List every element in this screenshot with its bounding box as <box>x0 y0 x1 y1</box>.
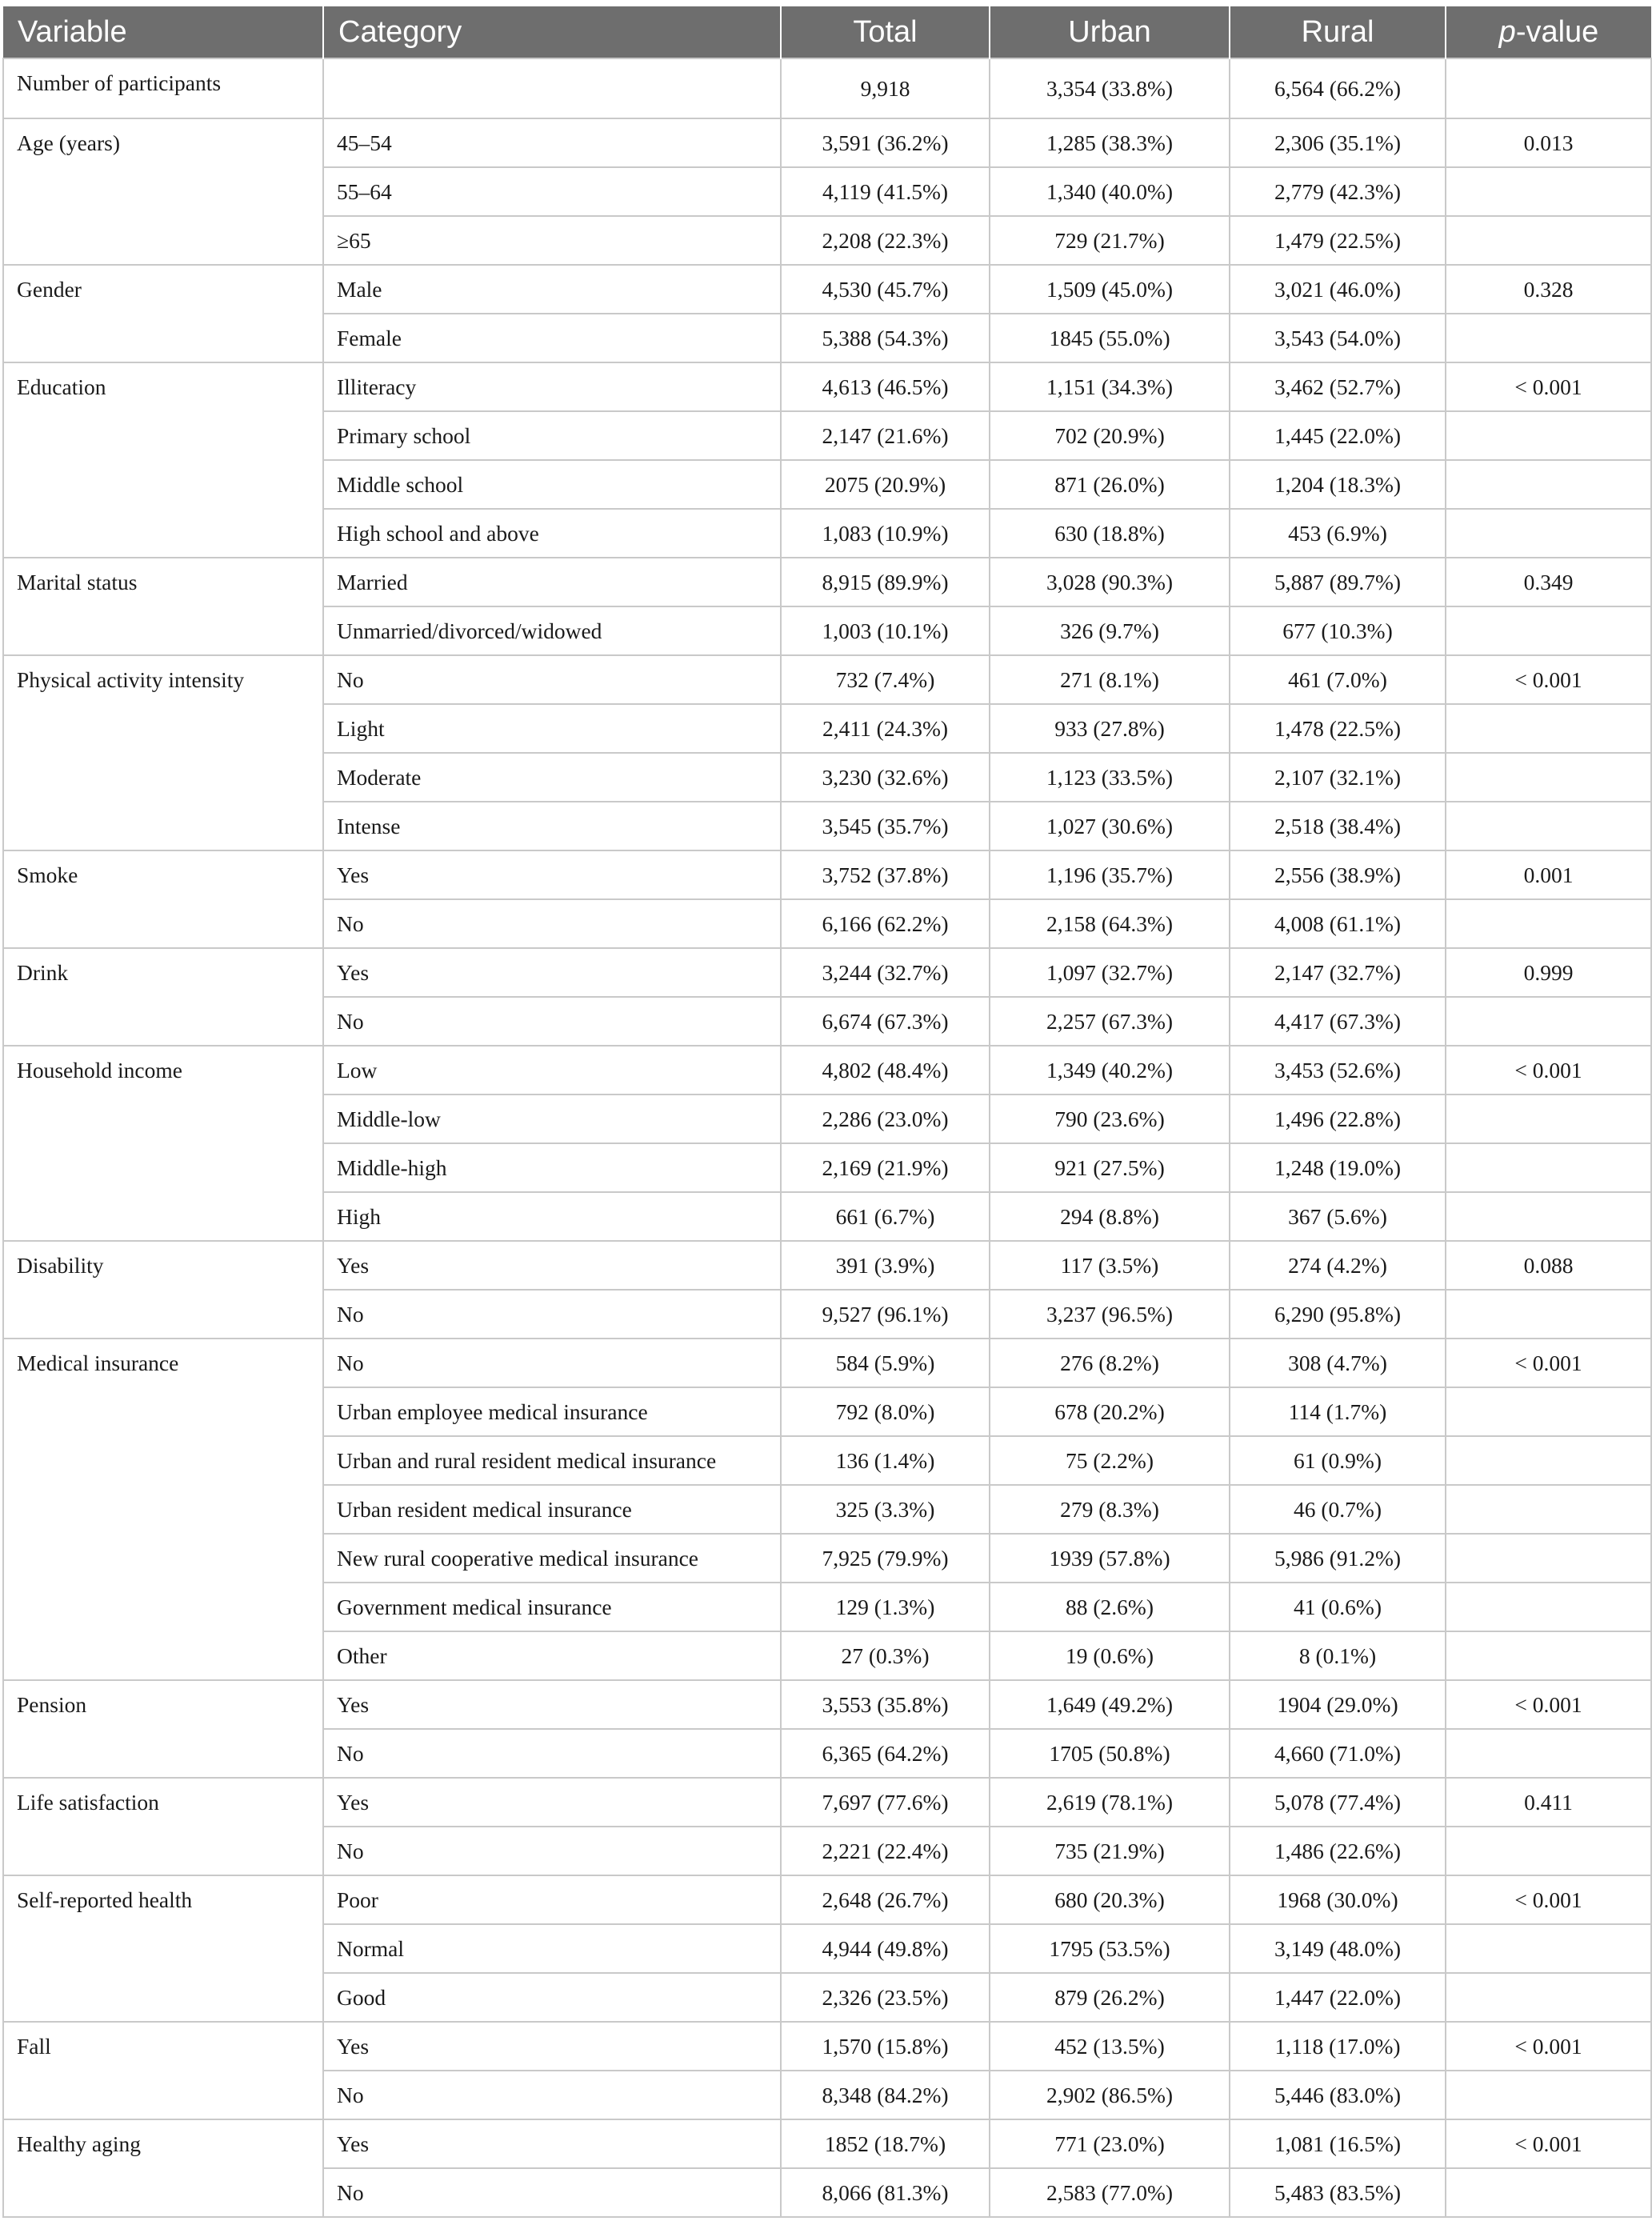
category-cell <box>323 58 781 118</box>
p-value-cell <box>1446 216 1651 265</box>
total-cell: 4,530 (45.7%) <box>781 265 990 314</box>
table-row <box>3 1680 1651 1729</box>
category-cell: Middle-low <box>323 1094 781 1143</box>
variable-cell: Marital status <box>3 558 323 655</box>
category-cell: No <box>323 1339 781 1387</box>
total-cell: 2,169 (21.9%) <box>781 1143 990 1192</box>
urban-cell: 1,123 (33.5%) <box>990 753 1230 802</box>
urban-cell: 2,902 (86.5%) <box>990 2071 1230 2119</box>
urban-cell: 88 (2.6%) <box>990 1583 1230 1631</box>
urban-cell: 735 (21.9%) <box>990 1827 1230 1875</box>
total-cell: 5,388 (54.3%) <box>781 314 990 362</box>
variable-cell: Medical insurance <box>3 1339 323 1680</box>
total-cell: 2,326 (23.5%) <box>781 1973 990 2022</box>
urban-cell: 1705 (50.8%) <box>990 1729 1230 1778</box>
total-cell: 6,674 (67.3%) <box>781 997 990 1046</box>
variable-cell: Disability <box>3 1241 323 1339</box>
total-cell: 2,208 (22.3%) <box>781 216 990 265</box>
category-cell: Female <box>323 314 781 362</box>
total-cell: 3,545 (35.7%) <box>781 802 990 850</box>
total-cell: 325 (3.3%) <box>781 1485 990 1534</box>
category-cell: No <box>323 997 781 1046</box>
urban-cell: 452 (13.5%) <box>990 2022 1230 2071</box>
table-row <box>3 1046 1651 1094</box>
total-cell: 584 (5.9%) <box>781 1339 990 1387</box>
p-value-cell <box>1446 1729 1651 1778</box>
p-value-cell: < 0.001 <box>1446 1046 1651 1094</box>
total-cell: 1,003 (10.1%) <box>781 606 990 655</box>
p-value-cell: 0.088 <box>1446 1241 1651 1290</box>
table-row <box>3 655 1651 704</box>
urban-cell: 1939 (57.8%) <box>990 1534 1230 1583</box>
rural-cell: 4,417 (67.3%) <box>1230 997 1446 1046</box>
category-cell: Yes <box>323 2119 781 2168</box>
rural-cell: 2,306 (35.1%) <box>1230 118 1446 167</box>
rural-cell: 5,887 (89.7%) <box>1230 558 1446 606</box>
rural-cell: 367 (5.6%) <box>1230 1192 1446 1241</box>
total-cell: 3,230 (32.6%) <box>781 753 990 802</box>
p-value-cell <box>1446 899 1651 948</box>
total-cell: 2,147 (21.6%) <box>781 411 990 460</box>
total-cell: 4,613 (46.5%) <box>781 362 990 411</box>
total-cell: 661 (6.7%) <box>781 1192 990 1241</box>
p-value-cell <box>1446 1436 1651 1485</box>
header-total: Total <box>781 6 990 58</box>
category-cell: Middle-high <box>323 1143 781 1192</box>
rural-cell: 1904 (29.0%) <box>1230 1680 1446 1729</box>
urban-cell: 1,340 (40.0%) <box>990 167 1230 216</box>
rural-cell: 2,518 (38.4%) <box>1230 802 1446 850</box>
urban-cell: 1,196 (35.7%) <box>990 850 1230 899</box>
total-cell: 732 (7.4%) <box>781 655 990 704</box>
p-value-cell <box>1446 1924 1651 1973</box>
header-p-rest: -value <box>1515 14 1599 49</box>
rural-cell: 8 (0.1%) <box>1230 1631 1446 1680</box>
p-value-cell <box>1446 1143 1651 1192</box>
table-row <box>3 1241 1651 1290</box>
rural-cell: 3,149 (48.0%) <box>1230 1924 1446 1973</box>
table-body <box>3 58 1651 2217</box>
urban-cell: 678 (20.2%) <box>990 1387 1230 1436</box>
urban-cell: 271 (8.1%) <box>990 655 1230 704</box>
table-row <box>3 118 1651 167</box>
variable-cell: Household income <box>3 1046 323 1241</box>
rural-cell: 1,479 (22.5%) <box>1230 216 1446 265</box>
p-value-cell <box>1446 167 1651 216</box>
table-header <box>3 6 1651 58</box>
rural-cell: 2,556 (38.9%) <box>1230 850 1446 899</box>
total-cell: 1,083 (10.9%) <box>781 509 990 558</box>
p-value-cell <box>1446 2071 1651 2119</box>
p-value-cell: < 0.001 <box>1446 1339 1651 1387</box>
p-value-cell <box>1446 1192 1651 1241</box>
total-cell: 3,553 (35.8%) <box>781 1680 990 1729</box>
urban-cell: 279 (8.3%) <box>990 1485 1230 1534</box>
category-cell: Yes <box>323 1680 781 1729</box>
p-value-cell <box>1446 460 1651 509</box>
category-cell: No <box>323 1827 781 1875</box>
total-cell: 7,697 (77.6%) <box>781 1778 990 1827</box>
table-row <box>3 850 1651 899</box>
urban-cell: 933 (27.8%) <box>990 704 1230 753</box>
category-cell: Urban resident medical insurance <box>323 1485 781 1534</box>
p-value-cell <box>1446 1485 1651 1534</box>
category-cell: Moderate <box>323 753 781 802</box>
rural-cell: 1,445 (22.0%) <box>1230 411 1446 460</box>
urban-cell: 921 (27.5%) <box>990 1143 1230 1192</box>
urban-cell: 276 (8.2%) <box>990 1339 1230 1387</box>
category-cell: No <box>323 1290 781 1339</box>
rural-cell: 4,660 (71.0%) <box>1230 1729 1446 1778</box>
table-container <box>2 6 1650 2218</box>
category-cell: Middle school <box>323 460 781 509</box>
rural-cell: 2,779 (42.3%) <box>1230 167 1446 216</box>
category-cell: Government medical insurance <box>323 1583 781 1631</box>
category-cell: Yes <box>323 948 781 997</box>
p-value-cell <box>1446 1387 1651 1436</box>
urban-cell: 729 (21.7%) <box>990 216 1230 265</box>
total-cell: 136 (1.4%) <box>781 1436 990 1485</box>
rural-cell: 2,147 (32.7%) <box>1230 948 1446 997</box>
rural-cell: 1,248 (19.0%) <box>1230 1143 1446 1192</box>
rural-cell: 1,486 (22.6%) <box>1230 1827 1446 1875</box>
category-cell: Illiteracy <box>323 362 781 411</box>
urban-cell: 2,257 (67.3%) <box>990 997 1230 1046</box>
rural-cell: 3,543 (54.0%) <box>1230 314 1446 362</box>
header-p-italic: p <box>1498 14 1516 49</box>
variable-cell: Education <box>3 362 323 558</box>
p-value-cell <box>1446 753 1651 802</box>
category-cell: Intense <box>323 802 781 850</box>
table-row <box>3 58 1651 118</box>
total-cell: 792 (8.0%) <box>781 1387 990 1436</box>
category-cell: Low <box>323 1046 781 1094</box>
table-row <box>3 265 1651 314</box>
table-row <box>3 2119 1651 2168</box>
p-value-cell: < 0.001 <box>1446 1875 1651 1924</box>
variable-cell: Gender <box>3 265 323 362</box>
table-row <box>3 558 1651 606</box>
table-row <box>3 2022 1651 2071</box>
total-cell: 3,752 (37.8%) <box>781 850 990 899</box>
variable-cell: Physical activity intensity <box>3 655 323 850</box>
p-value-cell: < 0.001 <box>1446 2022 1651 2071</box>
category-cell: Yes <box>323 850 781 899</box>
total-cell: 2,221 (22.4%) <box>781 1827 990 1875</box>
category-cell: Yes <box>323 2022 781 2071</box>
rural-cell: 6,290 (95.8%) <box>1230 1290 1446 1339</box>
category-cell: Other <box>323 1631 781 1680</box>
header-category: Category <box>323 6 781 58</box>
rural-cell: 3,021 (46.0%) <box>1230 265 1446 314</box>
total-cell: 7,925 (79.9%) <box>781 1534 990 1583</box>
total-cell: 3,591 (36.2%) <box>781 118 990 167</box>
total-cell: 8,915 (89.9%) <box>781 558 990 606</box>
urban-cell: 1845 (55.0%) <box>990 314 1230 362</box>
variable-cell: Fall <box>3 2022 323 2119</box>
header-p-value <box>1446 6 1651 58</box>
variable-cell: Number of participants <box>3 58 323 118</box>
urban-cell: 2,619 (78.1%) <box>990 1778 1230 1827</box>
rural-cell: 308 (4.7%) <box>1230 1339 1446 1387</box>
category-cell: Normal <box>323 1924 781 1973</box>
p-value-cell <box>1446 509 1651 558</box>
p-value-cell <box>1446 58 1651 118</box>
table-row <box>3 1778 1651 1827</box>
p-value-cell <box>1446 1583 1651 1631</box>
table-row <box>3 1875 1651 1924</box>
header-rural: Rural <box>1230 6 1446 58</box>
total-cell: 6,365 (64.2%) <box>781 1729 990 1778</box>
total-cell: 391 (3.9%) <box>781 1241 990 1290</box>
category-cell: Good <box>323 1973 781 2022</box>
p-value-cell: < 0.001 <box>1446 1680 1651 1729</box>
p-value-cell <box>1446 1827 1651 1875</box>
category-cell: Yes <box>323 1778 781 1827</box>
p-value-cell <box>1446 314 1651 362</box>
rural-cell: 1,496 (22.8%) <box>1230 1094 1446 1143</box>
variable-cell: Drink <box>3 948 323 1046</box>
total-cell: 8,066 (81.3%) <box>781 2168 990 2217</box>
p-value-cell: 0.349 <box>1446 558 1651 606</box>
rural-cell: 6,564 (66.2%) <box>1230 58 1446 118</box>
urban-cell: 871 (26.0%) <box>990 460 1230 509</box>
category-cell: No <box>323 1729 781 1778</box>
category-cell: High <box>323 1192 781 1241</box>
urban-cell: 1,097 (32.7%) <box>990 948 1230 997</box>
p-value-cell: < 0.001 <box>1446 655 1651 704</box>
p-value-cell <box>1446 1534 1651 1583</box>
urban-cell: 2,583 (77.0%) <box>990 2168 1230 2217</box>
category-cell: New rural cooperative medical insurance <box>323 1534 781 1583</box>
urban-cell: 326 (9.7%) <box>990 606 1230 655</box>
rural-cell: 114 (1.7%) <box>1230 1387 1446 1436</box>
total-cell: 1852 (18.7%) <box>781 2119 990 2168</box>
urban-cell: 702 (20.9%) <box>990 411 1230 460</box>
category-cell: 45–54 <box>323 118 781 167</box>
p-value-cell <box>1446 2168 1651 2217</box>
total-cell: 3,244 (32.7%) <box>781 948 990 997</box>
category-cell: Urban employee medical insurance <box>323 1387 781 1436</box>
header-variable: Variable <box>3 6 323 58</box>
variable-cell: Life satisfaction <box>3 1778 323 1875</box>
total-cell: 4,802 (48.4%) <box>781 1046 990 1094</box>
characteristics-table <box>2 6 1652 2218</box>
urban-cell: 3,237 (96.5%) <box>990 1290 1230 1339</box>
urban-cell: 3,354 (33.8%) <box>990 58 1230 118</box>
rural-cell: 5,446 (83.0%) <box>1230 2071 1446 2119</box>
rural-cell: 677 (10.3%) <box>1230 606 1446 655</box>
total-cell: 27 (0.3%) <box>781 1631 990 1680</box>
p-value-cell <box>1446 704 1651 753</box>
total-cell: 2,648 (26.7%) <box>781 1875 990 1924</box>
urban-cell: 19 (0.6%) <box>990 1631 1230 1680</box>
total-cell: 9,918 <box>781 58 990 118</box>
p-value-cell <box>1446 1290 1651 1339</box>
p-value-cell <box>1446 802 1651 850</box>
rural-cell: 4,008 (61.1%) <box>1230 899 1446 948</box>
urban-cell: 1795 (53.5%) <box>990 1924 1230 1973</box>
rural-cell: 3,453 (52.6%) <box>1230 1046 1446 1094</box>
urban-cell: 3,028 (90.3%) <box>990 558 1230 606</box>
table-row <box>3 362 1651 411</box>
urban-cell: 2,158 (64.3%) <box>990 899 1230 948</box>
total-cell: 8,348 (84.2%) <box>781 2071 990 2119</box>
p-value-cell: < 0.001 <box>1446 362 1651 411</box>
rural-cell: 41 (0.6%) <box>1230 1583 1446 1631</box>
rural-cell: 1,081 (16.5%) <box>1230 2119 1446 2168</box>
urban-cell: 1,285 (38.3%) <box>990 118 1230 167</box>
rural-cell: 3,462 (52.7%) <box>1230 362 1446 411</box>
p-value-cell <box>1446 1094 1651 1143</box>
variable-cell: Pension <box>3 1680 323 1778</box>
rural-cell: 2,107 (32.1%) <box>1230 753 1446 802</box>
urban-cell: 117 (3.5%) <box>990 1241 1230 1290</box>
category-cell: ≥65 <box>323 216 781 265</box>
header-urban: Urban <box>990 6 1230 58</box>
urban-cell: 1,349 (40.2%) <box>990 1046 1230 1094</box>
p-value-cell: 0.411 <box>1446 1778 1651 1827</box>
total-cell: 1,570 (15.8%) <box>781 2022 990 2071</box>
rural-cell: 453 (6.9%) <box>1230 509 1446 558</box>
rural-cell: 46 (0.7%) <box>1230 1485 1446 1534</box>
rural-cell: 1,478 (22.5%) <box>1230 704 1446 753</box>
total-cell: 4,944 (49.8%) <box>781 1924 990 1973</box>
p-value-cell <box>1446 1973 1651 2022</box>
category-cell: Male <box>323 265 781 314</box>
urban-cell: 294 (8.8%) <box>990 1192 1230 1241</box>
category-cell: Poor <box>323 1875 781 1924</box>
category-cell: High school and above <box>323 509 781 558</box>
urban-cell: 879 (26.2%) <box>990 1973 1230 2022</box>
urban-cell: 790 (23.6%) <box>990 1094 1230 1143</box>
rural-cell: 274 (4.2%) <box>1230 1241 1446 1290</box>
rural-cell: 5,078 (77.4%) <box>1230 1778 1446 1827</box>
variable-cell: Age (years) <box>3 118 323 265</box>
urban-cell: 771 (23.0%) <box>990 2119 1230 2168</box>
p-value-cell <box>1446 997 1651 1046</box>
total-cell: 2075 (20.9%) <box>781 460 990 509</box>
rural-cell: 1,447 (22.0%) <box>1230 1973 1446 2022</box>
urban-cell: 1,151 (34.3%) <box>990 362 1230 411</box>
total-cell: 4,119 (41.5%) <box>781 167 990 216</box>
p-value-cell: < 0.001 <box>1446 2119 1651 2168</box>
p-value-cell: 0.999 <box>1446 948 1651 997</box>
p-value-cell: 0.013 <box>1446 118 1651 167</box>
rural-cell: 5,483 (83.5%) <box>1230 2168 1446 2217</box>
p-value-cell <box>1446 606 1651 655</box>
urban-cell: 1,027 (30.6%) <box>990 802 1230 850</box>
category-cell: 55–64 <box>323 167 781 216</box>
table-row <box>3 1339 1651 1387</box>
p-value-cell: 0.001 <box>1446 850 1651 899</box>
variable-cell: Smoke <box>3 850 323 948</box>
header-row <box>3 6 1651 58</box>
total-cell: 2,286 (23.0%) <box>781 1094 990 1143</box>
variable-cell: Self-reported health <box>3 1875 323 2022</box>
rural-cell: 1,118 (17.0%) <box>1230 2022 1446 2071</box>
table-row <box>3 948 1651 997</box>
category-cell: Light <box>323 704 781 753</box>
category-cell: Married <box>323 558 781 606</box>
urban-cell: 1,509 (45.0%) <box>990 265 1230 314</box>
category-cell: No <box>323 2071 781 2119</box>
p-value-cell: 0.328 <box>1446 265 1651 314</box>
total-cell: 2,411 (24.3%) <box>781 704 990 753</box>
category-cell: Unmarried/divorced/widowed <box>323 606 781 655</box>
total-cell: 129 (1.3%) <box>781 1583 990 1631</box>
urban-cell: 680 (20.3%) <box>990 1875 1230 1924</box>
urban-cell: 75 (2.2%) <box>990 1436 1230 1485</box>
rural-cell: 5,986 (91.2%) <box>1230 1534 1446 1583</box>
rural-cell: 461 (7.0%) <box>1230 655 1446 704</box>
rural-cell: 1,204 (18.3%) <box>1230 460 1446 509</box>
total-cell: 6,166 (62.2%) <box>781 899 990 948</box>
rural-cell: 1968 (30.0%) <box>1230 1875 1446 1924</box>
category-cell: No <box>323 899 781 948</box>
p-value-cell <box>1446 1631 1651 1680</box>
rural-cell: 61 (0.9%) <box>1230 1436 1446 1485</box>
urban-cell: 630 (18.8%) <box>990 509 1230 558</box>
category-cell: No <box>323 2168 781 2217</box>
urban-cell: 1,649 (49.2%) <box>990 1680 1230 1729</box>
category-cell: No <box>323 655 781 704</box>
category-cell: Yes <box>323 1241 781 1290</box>
variable-cell: Healthy aging <box>3 2119 323 2217</box>
total-cell: 9,527 (96.1%) <box>781 1290 990 1339</box>
category-cell: Urban and rural resident medical insurance <box>323 1436 781 1485</box>
category-cell: Primary school <box>323 411 781 460</box>
p-value-cell <box>1446 411 1651 460</box>
